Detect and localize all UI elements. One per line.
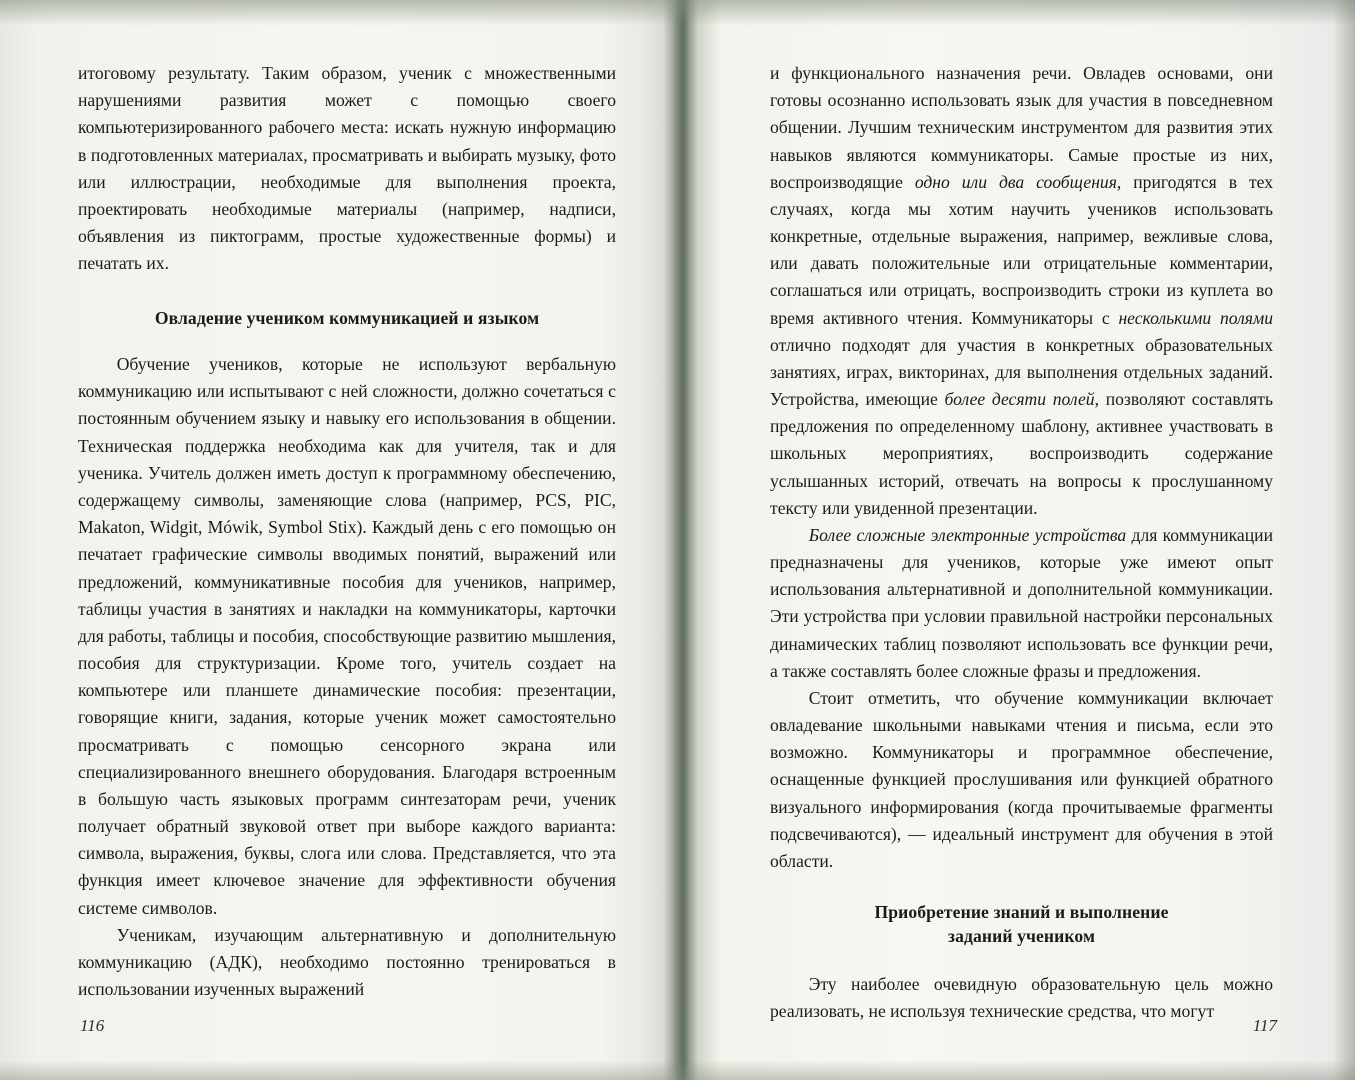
section-heading-knowledge [770,901,1273,949]
paragraph: Стоит отметить, что обучение коммуникации включает овладевание школьными навыками чтения и письма, если это возможно. Коммуникаторы и программное обеспечение, оснащенные функцией прослушивания или функцией обратного визуального информирования (когда прочитываемые фрагменты подсвечиваются), — идеальный инструмент для обучения в этой области. [770,687,1273,871]
paragraph: итоговому результату. Таким образом, ученик с множественными нарушениями развития может с помощью своего компьютеризированного рабочего места: искать нужную информацию в подготовленных материалах, просматривать и выбирать музыку, фото или иллюстрации, необходимые для выполнения проекта, проектировать необходимые материалы (например, надписи, объявления из пиктограмм, простые художественные формы) и печатать их. [78,63,616,274]
right-page-text-column [770,60,1273,1025]
section-heading-communication: Овладение учеником коммуникацией и языком [154,308,540,329]
page-number-right: 117 [1252,1016,1277,1035]
text-run: отлично подходят для участия в конкретных образовательных занятиях, играх, викторинах, для выполнения отдельных заданий. Устройства, имеющие [770,334,1273,410]
heading-line-1: Приобретение знаний и выполнение [874,902,1169,923]
heading-line-2: заданий учеником [947,925,1096,946]
text-run: , пригодятся в тех случаях, когда мы хотим научить учеников использовать конкретные, отдельные выражения, например, вежливые слова, или давать положительные или отрицательные комментарии, соглашаться или отрицать, воспроизводить строки из куплета во время активного чтения. Коммуникаторы с [770,171,1274,328]
emphasis-text: несколькими полями [1118,307,1273,328]
text-run: , позволяют составлять предложения по определенному шаблону, активнее участвовать в школьных мероприятиях, воспроизводить содержание услышанных историй, отвечать на вопросы к прослушанному тексту или увиденной презентации. [770,389,1273,518]
text-run: для коммуникации предназначены для учеников, которые уже имеют опыт использования альтернативной и дополнительной коммуникации. Эти устройства при условии правильной настройки персональных динамических таблиц позволяют использовать все функции речи, а также составлять более сложные фразы и предложения. [770,524,1273,681]
left-page-text-column [78,60,616,1003]
emphasis-text: одно или два сообщения [914,171,1117,192]
paragraph: Ученикам, изучающим альтернативную и дополнительную коммуникацию (АДК), необходимо постоянно тренироваться в использовании изученных выражений [78,924,616,1000]
paragraph [770,522,1273,685]
paragraph [770,60,1273,522]
paragraph: Обучение учеников, которые не используют вербальную коммуникацию или испытывают с ней сложности, должно сочетаться с постоянным обучением языку и навыку его использования в общении. Техническая поддержка необходима как для учителя, так и для ученика. Учитель должен иметь доступ к программному обеспечению, содержащему символы, заменяющие слова (например, PCS, PIC, Makaton, Widgit, Mówik, Symbol Stix). Каждый день с его помощью он печатает графические символы вводимых понятий, выражений или предложений, коммуникативные пособия для учеников, например, таблицы участия в занятиях и накладки на коммуникаторы, карточки для работы, таблицы и пособия, способствующие развитию мышления, пособия для структуризации. Кроме того, учитель создает на компьютере или планшете динамические пособия: презентации, говорящие книги, задания, которые ученик может самостоятельно просматривать с помощью сенсорного экрана или специализированного внешнего оборудования. Благодаря встроенным в большую часть языковых программ синтезаторам речи, ученик получает обратный звуковой ответ при выборе каждого варианта: символа, выражения, буквы, слога или слова. Представляется, что эта функция имеет ключевое значение для эффективности обучения системе символов. [78,354,616,918]
text-run: и функционального назначения речи. Овладев основами, они готовы осознанно использовать язык для участия в повседневном общении. Лучшим техническим инструментом для развития этих навыков являются коммуникаторы. Самые простые из них, воспроизводящие [770,63,1273,192]
page-number-left: 116 [80,1016,105,1035]
emphasis-text: Более сложные электронные устройства [808,524,1127,545]
emphasis-text: более десяти полей [944,389,1095,410]
right-page [678,0,1355,1080]
paragraph: Эту наиболее очевидную образовательную цель можно реализовать, не используя технические средства, что могут [770,973,1273,1021]
